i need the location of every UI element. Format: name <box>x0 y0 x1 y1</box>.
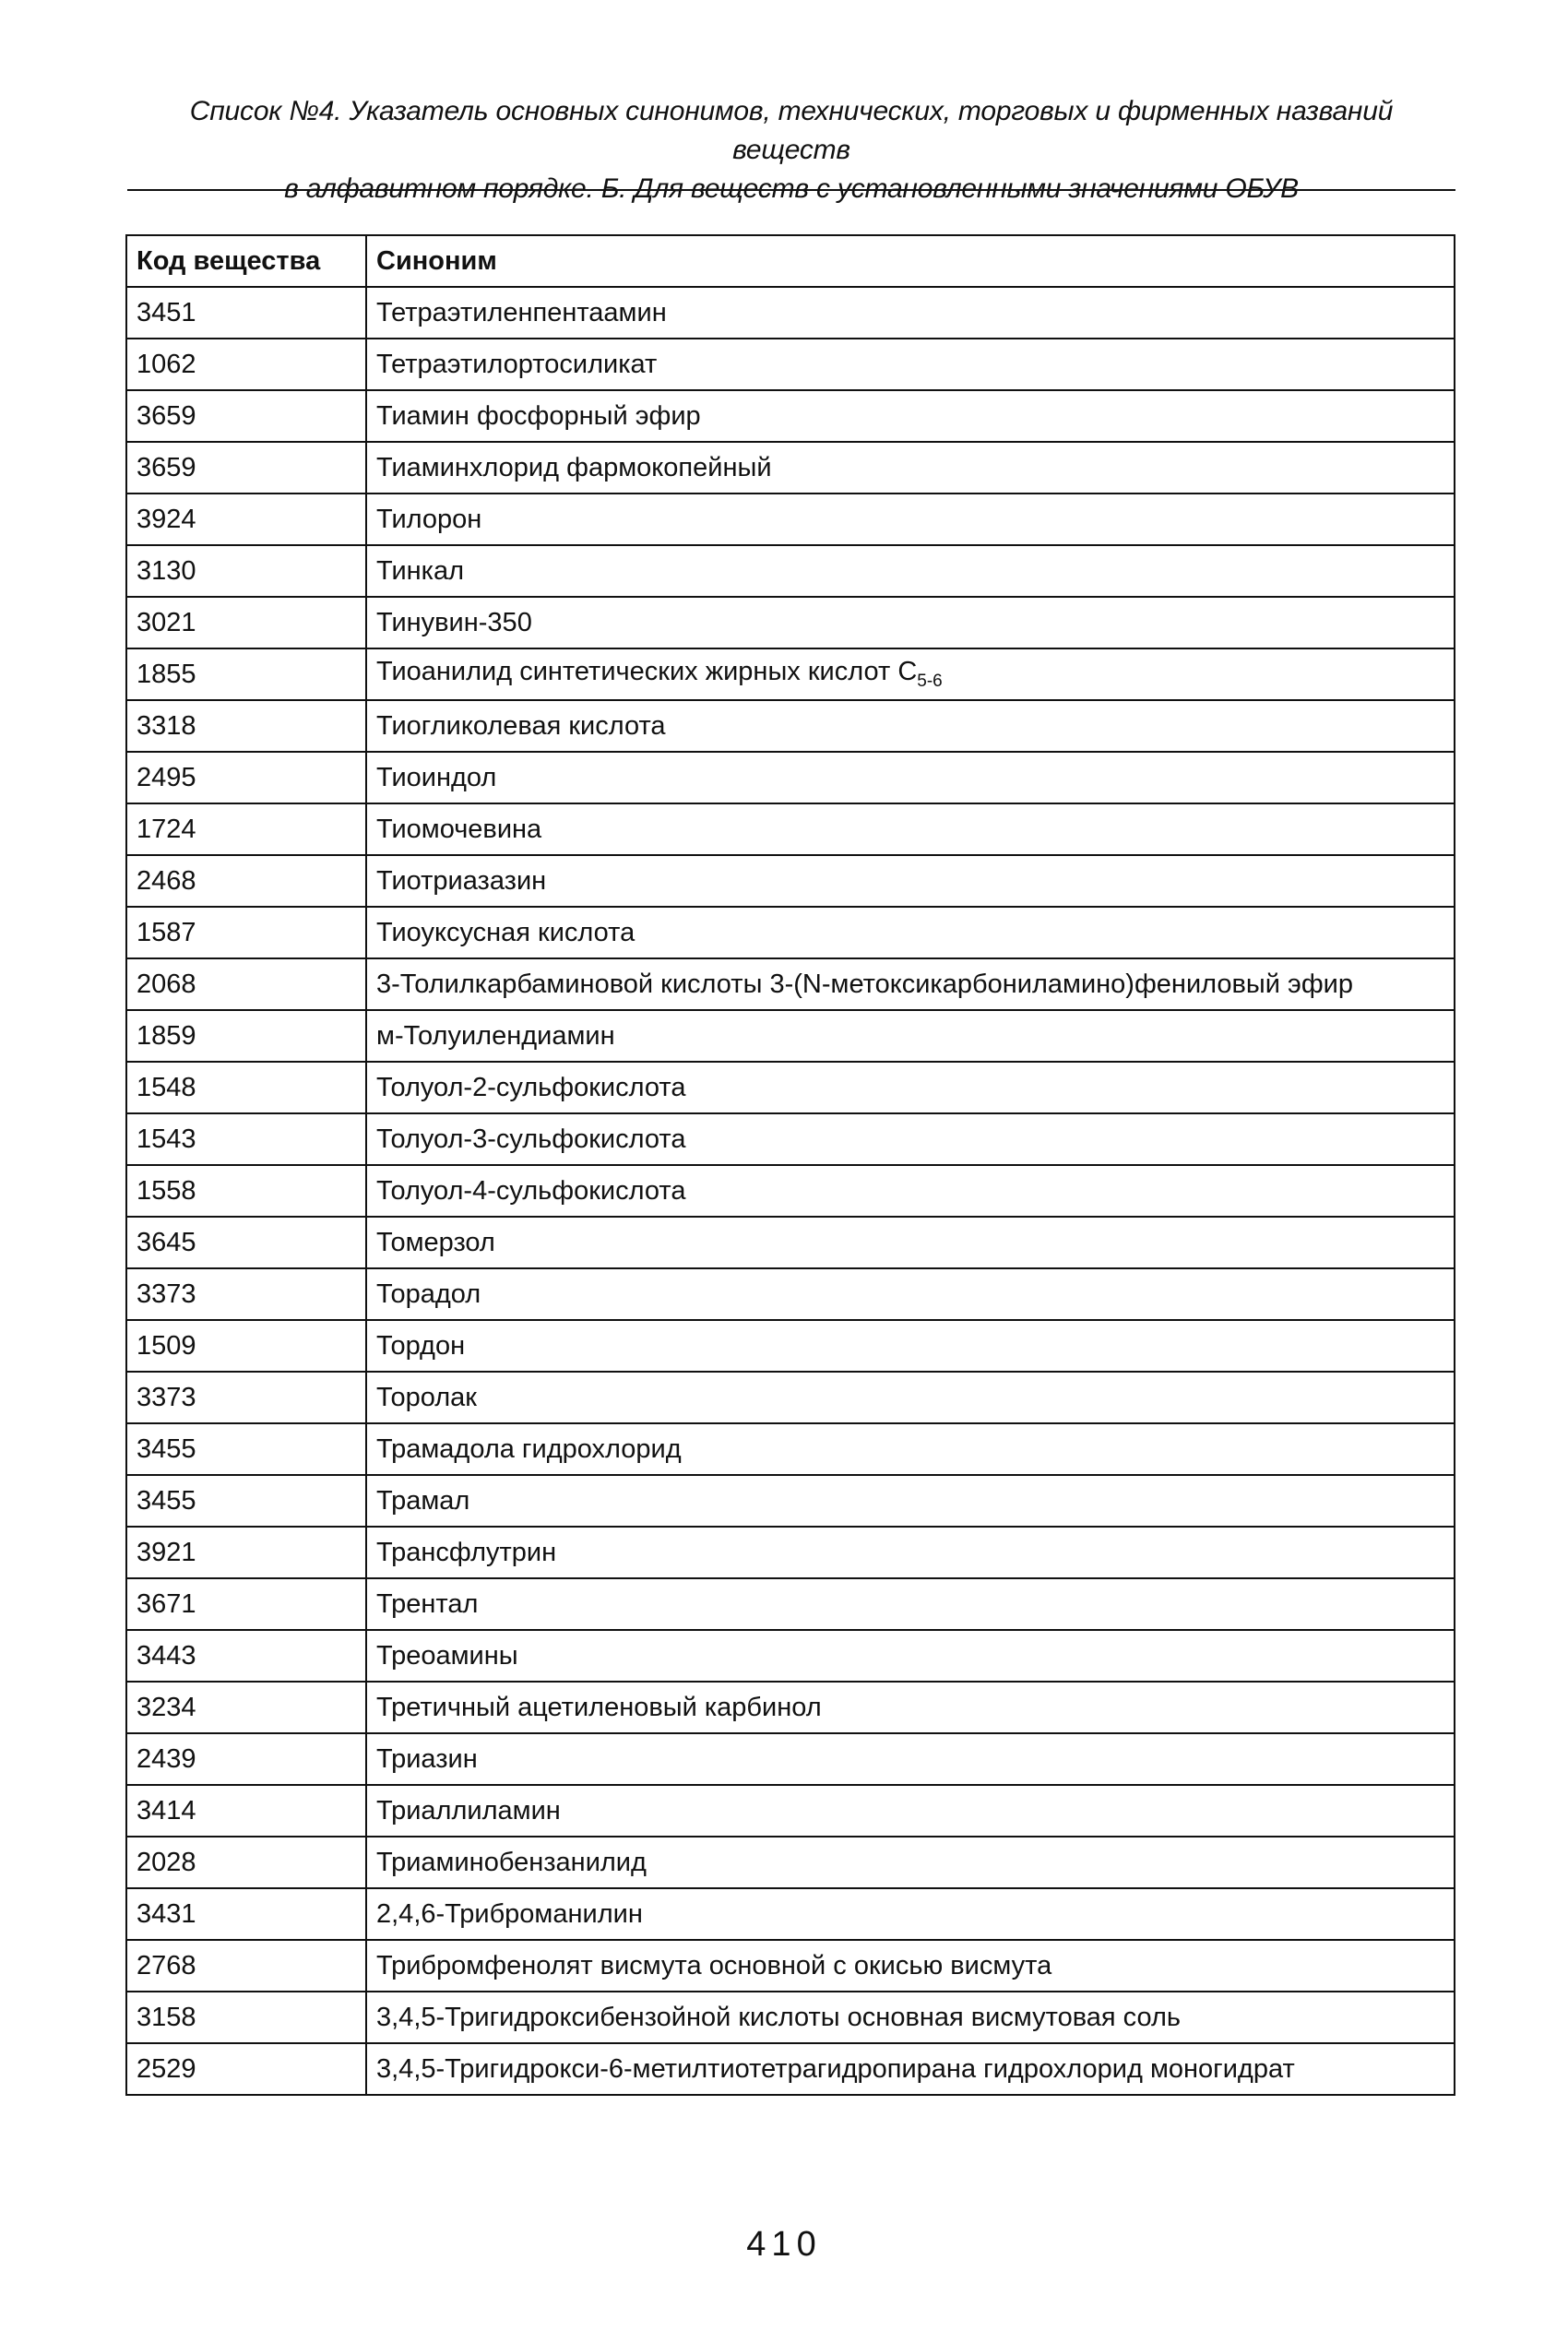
synonym-cell <box>366 1992 1455 2043</box>
synonym-text: Толуол-2-сульфокислота <box>376 1072 686 1102</box>
substance-code-cell: 3924 <box>126 494 366 545</box>
synonym-cell <box>366 1578 1455 1630</box>
table-row <box>126 1113 1455 1165</box>
table-row <box>126 958 1455 1010</box>
table-header-row <box>126 235 1455 287</box>
substance-code-cell: 3130 <box>126 545 366 597</box>
synonym-text: Триаллиламин <box>376 1795 561 1826</box>
column-header-synonym: Синоним <box>366 235 1455 287</box>
synonym-cell <box>366 1888 1455 1940</box>
header-title-line-1: Список №4. Указатель основных синонимов, технических, торговых и фирменных названий веществ <box>189 96 1394 165</box>
synonym-cell <box>366 1372 1455 1423</box>
substance-code-cell: 1509 <box>126 1320 366 1372</box>
synonym-text: Тиаминхлорид фармокопейный <box>376 452 772 482</box>
synonym-cell <box>366 803 1455 855</box>
synonym-cell <box>366 907 1455 958</box>
synonym-text: Трентал <box>376 1588 479 1619</box>
synonym-text: Тиоанилид синтетических жирных кислот C <box>376 657 918 687</box>
substance-code-cell: 2468 <box>126 855 366 907</box>
synonym-cell <box>366 1630 1455 1682</box>
table-row <box>126 1630 1455 1682</box>
table-row <box>126 287 1455 339</box>
table-row <box>126 442 1455 494</box>
synonym-text: Тетраэтилортосиликат <box>376 349 658 379</box>
table-row <box>126 1682 1455 1733</box>
synonym-text: Тиоиндол <box>376 762 497 792</box>
table-row <box>126 545 1455 597</box>
table-row <box>126 855 1455 907</box>
table-row <box>126 1372 1455 1423</box>
table-row <box>126 907 1455 958</box>
table-row <box>126 2043 1455 2095</box>
substance-code-cell: 2495 <box>126 752 366 803</box>
substance-code-cell: 3671 <box>126 1578 366 1630</box>
table-row <box>126 1785 1455 1837</box>
synonym-text: Треоамины <box>376 1640 518 1671</box>
synonym-text: Тиомочевина <box>376 814 542 844</box>
substance-code-cell: 3431 <box>126 1888 366 1940</box>
table-row <box>126 1010 1455 1062</box>
synonym-text: Толуол-3-сульфокислота <box>376 1124 686 1154</box>
substance-code-cell: 3659 <box>126 442 366 494</box>
substance-code-cell: 2439 <box>126 1733 366 1785</box>
page-header <box>127 92 1455 208</box>
table-row <box>126 1888 1455 1940</box>
synonym-cell <box>366 855 1455 907</box>
synonym-text: Трибромфенолят висмута основной с окисью висмута <box>376 1950 1052 1980</box>
synonym-cell <box>366 390 1455 442</box>
synonym-cell <box>366 1682 1455 1733</box>
synonym-cell <box>366 1785 1455 1837</box>
synonym-cell <box>366 1475 1455 1527</box>
substance-code-cell: 3451 <box>126 287 366 339</box>
synonym-text: 2,4,6-Триброманилин <box>376 1898 643 1929</box>
substance-code-cell: 2068 <box>126 958 366 1010</box>
synonym-cell <box>366 700 1455 752</box>
synonym-cell <box>366 442 1455 494</box>
page-number: 410 <box>746 2225 822 2264</box>
synonym-text: Тилорон <box>376 504 482 534</box>
table-row <box>126 1217 1455 1268</box>
table-row <box>126 494 1455 545</box>
synonym-text: Тиамин фосфорный эфир <box>376 400 701 431</box>
synonym-text: Трансфлутрин <box>376 1537 557 1567</box>
table-row <box>126 752 1455 803</box>
substance-code-cell: 3921 <box>126 1527 366 1578</box>
table-row <box>126 1578 1455 1630</box>
substance-code-cell: 2529 <box>126 2043 366 2095</box>
table-row <box>126 1165 1455 1217</box>
synonym-text: Томерзол <box>376 1227 495 1257</box>
table-row <box>126 390 1455 442</box>
synonym-text: Толуол-4-сульфокислота <box>376 1175 686 1206</box>
substance-code-cell: 3455 <box>126 1475 366 1527</box>
header-divider <box>127 189 1455 191</box>
column-header-code: Код вещества <box>126 235 366 287</box>
substance-code-cell: 3645 <box>126 1217 366 1268</box>
synonym-cell <box>366 1217 1455 1268</box>
substance-code-cell: 3443 <box>126 1630 366 1682</box>
table-row <box>126 1320 1455 1372</box>
synonym-cell <box>366 1268 1455 1320</box>
synonym-text: Трамадола гидрохлорид <box>376 1433 682 1464</box>
substance-code-cell: 3659 <box>126 390 366 442</box>
substance-code-cell: 1587 <box>126 907 366 958</box>
substance-code-cell: 1548 <box>126 1062 366 1113</box>
table-row <box>126 1733 1455 1785</box>
synonym-text: Торолак <box>376 1382 477 1412</box>
synonyms-table <box>125 234 1455 2096</box>
synonym-text: Тордон <box>376 1330 466 1361</box>
synonym-text: Тинувин-350 <box>376 607 532 637</box>
substance-code-cell: 3234 <box>126 1682 366 1733</box>
substance-code-cell: 3373 <box>126 1268 366 1320</box>
table-row <box>126 1992 1455 2043</box>
synonym-cell <box>366 648 1455 700</box>
header-title-line-2: в алфавитном порядке. Б. Для веществ с установленными значениями ОБУВ <box>284 173 1299 204</box>
table-row <box>126 597 1455 648</box>
substance-code-cell: 3373 <box>126 1372 366 1423</box>
synonym-text: Тетраэтиленпентаамин <box>376 297 667 327</box>
substance-code-cell: 2028 <box>126 1837 366 1888</box>
table-row <box>126 1837 1455 1888</box>
synonym-text: Торадол <box>376 1279 481 1309</box>
synonym-text: 3,4,5-Тригидрокси-6-метилтиотетрагидропирана гидрохлорид моногидрат <box>376 2053 1295 2084</box>
substance-code-cell: 3455 <box>126 1423 366 1475</box>
synonym-text: Триазин <box>376 1743 478 1774</box>
table-row <box>126 1423 1455 1475</box>
table-row <box>126 339 1455 390</box>
substance-code-cell: 1062 <box>126 339 366 390</box>
synonym-cell <box>366 1320 1455 1372</box>
synonym-cell <box>366 1165 1455 1217</box>
synonym-text: Тинкал <box>376 555 465 586</box>
synonym-subscript: 5-6 <box>917 671 943 691</box>
synonym-text: Триаминобензанилид <box>376 1847 647 1877</box>
substance-code-cell: 1859 <box>126 1010 366 1062</box>
synonym-text: Третичный ацетиленовый карбинол <box>376 1692 822 1722</box>
synonym-cell <box>366 1940 1455 1992</box>
synonym-cell <box>366 597 1455 648</box>
synonym-cell <box>366 1062 1455 1113</box>
substance-code-cell: 1543 <box>126 1113 366 1165</box>
table-body <box>126 287 1455 2095</box>
substance-code-cell: 2768 <box>126 1940 366 1992</box>
table-row <box>126 700 1455 752</box>
table-row <box>126 1062 1455 1113</box>
synonym-text: 3,4,5-Тригидроксибензойной кислоты основная висмутовая соль <box>376 2002 1182 2032</box>
synonym-cell <box>366 1527 1455 1578</box>
synonym-text: Трамал <box>376 1485 470 1516</box>
synonym-cell <box>366 1113 1455 1165</box>
table-row <box>126 1268 1455 1320</box>
synonym-text: 3-Толилкарбаминовой кислоты 3-(N-метоксикарбониламино)фениловый эфир <box>376 969 1354 999</box>
substance-code-cell: 3414 <box>126 1785 366 1837</box>
substance-code-cell: 3158 <box>126 1992 366 2043</box>
synonym-cell <box>366 494 1455 545</box>
synonym-cell <box>366 287 1455 339</box>
synonym-cell <box>366 958 1455 1010</box>
substance-code-cell: 1724 <box>126 803 366 855</box>
table-row <box>126 1475 1455 1527</box>
synonym-text: м-Толуилендиамин <box>376 1020 615 1051</box>
table-row <box>126 803 1455 855</box>
synonym-text: Тиоуксусная кислота <box>376 917 636 947</box>
synonym-cell <box>366 752 1455 803</box>
synonym-cell <box>366 1837 1455 1888</box>
substance-code-cell: 3318 <box>126 700 366 752</box>
synonym-cell <box>366 2043 1455 2095</box>
synonym-cell <box>366 339 1455 390</box>
synonym-cell <box>366 545 1455 597</box>
synonym-text: Тиотриазазин <box>376 865 547 896</box>
synonym-text: Тиогликолевая кислота <box>376 710 666 741</box>
synonym-cell <box>366 1010 1455 1062</box>
synonym-cell <box>366 1733 1455 1785</box>
table-row <box>126 1527 1455 1578</box>
synonym-cell <box>366 1423 1455 1475</box>
substance-code-cell: 1855 <box>126 648 366 700</box>
substance-code-cell: 1558 <box>126 1165 366 1217</box>
table-row <box>126 648 1455 700</box>
table-row <box>126 1940 1455 1992</box>
substance-code-cell: 3021 <box>126 597 366 648</box>
